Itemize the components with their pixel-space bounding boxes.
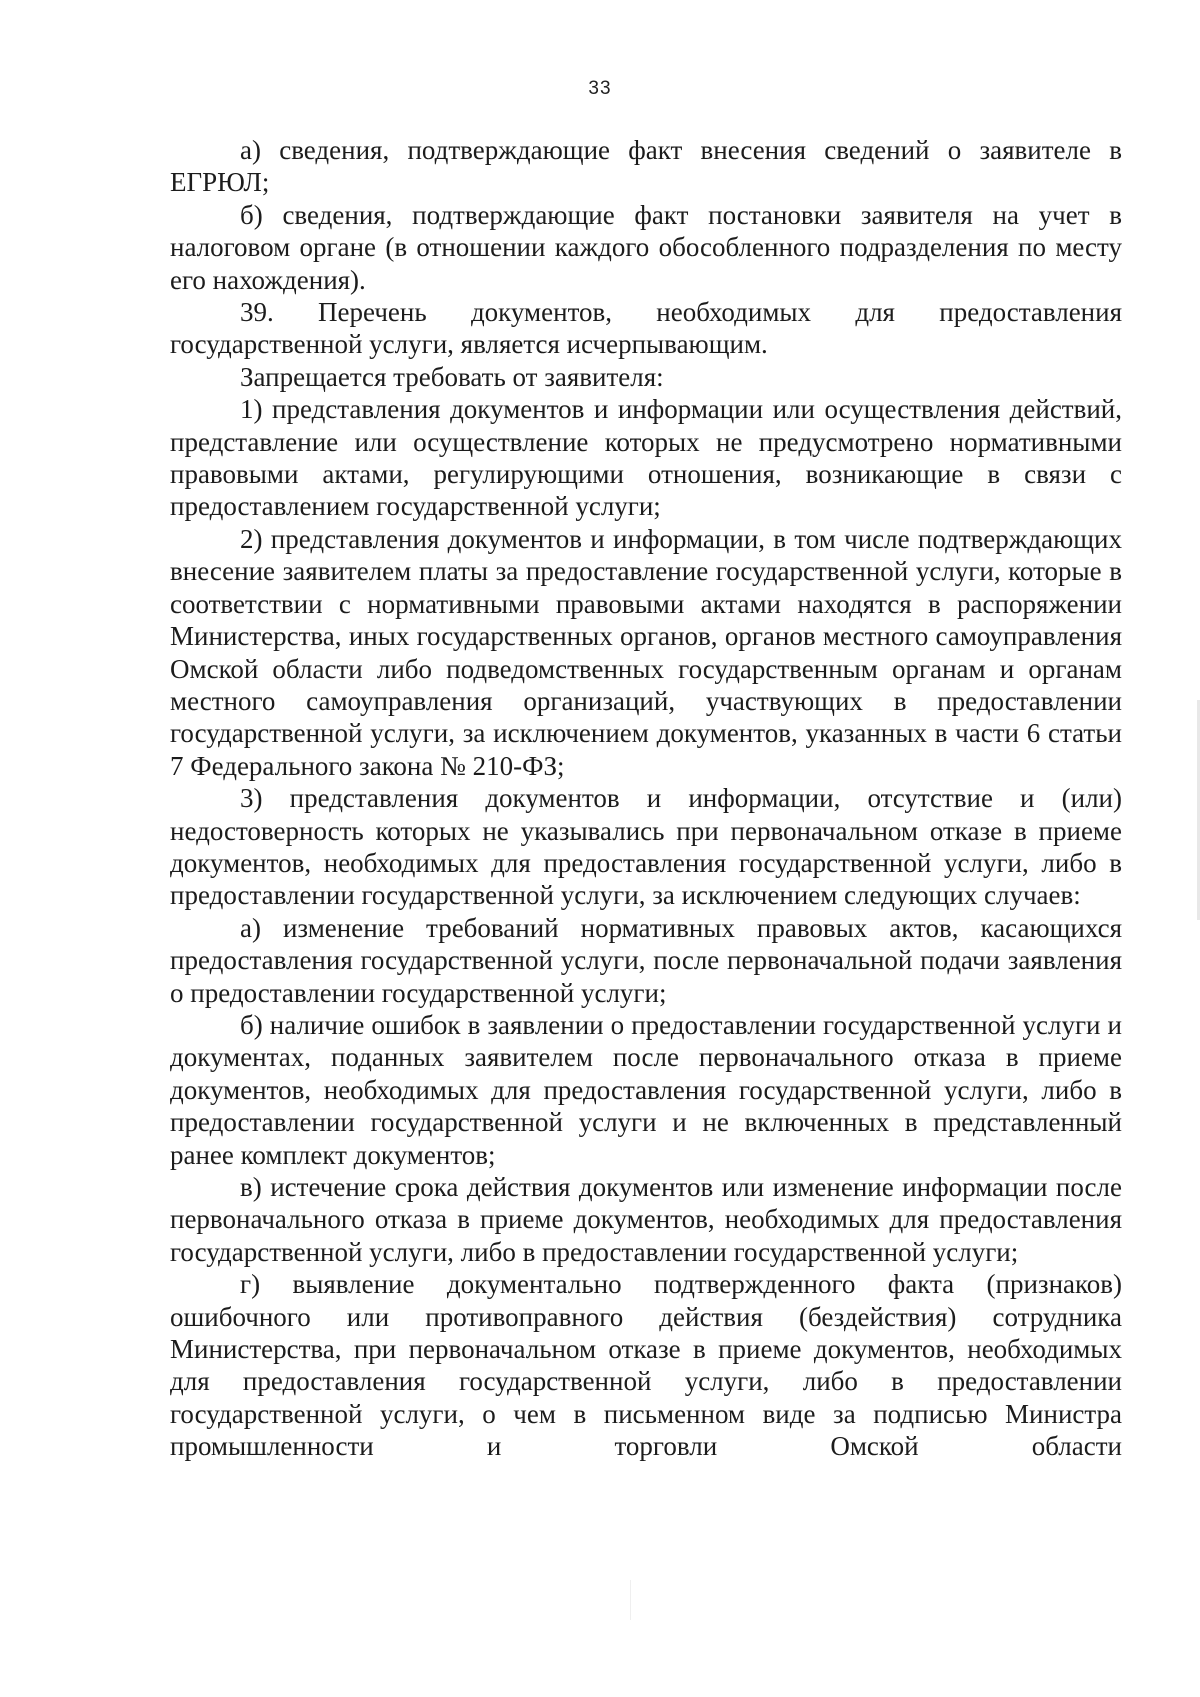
paragraph-item-2: 2) представления документов и информации, в том числе подтверждающих внесение заявителем платы за предоставление государственной услуги, которые в соответствии с нормативными правовыми актами находятся в распоряжении Министерства, иных государственных органов, органов местного самоуправления Омской области либо подведомственных государственным органам и органам местного самоуправления организаций, участвующих в предоставлении государственной услуги, за исключением документов, указанных в части 6 статьи 7 Федерального закона № 210-ФЗ; xyxy=(170,523,1122,781)
paragraph-case-g: г) выявление документально подтвержденного факта (признаков) ошибочного или противоправного действия (бездействия) сотрудника Министерства, при первоначальном отказе в приеме документов, необходимых для предоставления государственной услуги, либо в предоставлении государственной услуги, о чем в письменном виде за подписью Министра промышленности и торговли Омской области xyxy=(170,1269,1122,1462)
paragraph-item-1: 1) представления документов и информации или осуществления действий, представление или осуществление которых не предусмотрено нормативными правовыми актами, регулирующими отношения, возникающие в связи с предоставлением государственной услуги; xyxy=(170,394,1122,522)
paragraph-b-tax-registration: б) сведения, подтверждающие факт постановки заявителя на учет в налоговом органе (в отношении каждого обособленного подразделения по месту его нахождения). xyxy=(170,199,1122,295)
paragraph-item-3: 3) представления документов и информации, отсутствие и (или) недостоверность которых не указывались при первоначальном отказе в приеме документов, необходимых для предоставления государственной услуги, либо в предоставлении государственной услуги, за исключением следующих случаев: xyxy=(170,783,1122,911)
paragraph-prohibited-requirements: Запрещается требовать от заявителя: xyxy=(240,361,664,392)
page-number: 33 xyxy=(588,78,612,99)
page-body xyxy=(170,134,1122,1463)
paragraph-a-egrul: а) сведения, подтверждающие факт внесения сведений о заявителе в ЕГРЮЛ; xyxy=(170,135,1122,198)
paragraph-39-exhaustive-list: 39. Перечень документов, необходимых для предоставления государственной услуги, является исчерпывающим. xyxy=(170,297,1122,360)
paragraph-case-b: б) наличие ошибок в заявлении о предоставлении государственной услуги и документах, поданных заявителем после первоначального отказа в приеме документов, необходимых для предоставления государственной услуги, либо в предоставлении государственной услуги и не включенных в представленный ранее комплект документов; xyxy=(170,1009,1122,1170)
scan-artifact-line xyxy=(630,1580,631,1620)
paragraph-case-v: в) истечение срока действия документов или изменение информации после первоначального отказа в приеме документов, необходимых для предоставления государственной услуги, либо в предоставлении государственной услуги; xyxy=(170,1172,1122,1267)
paragraph-case-a: а) изменение требований нормативных правовых актов, касающихся предоставления государственной услуги, после первоначальной подачи заявления о предоставлении государственной услуги; xyxy=(170,912,1122,1008)
